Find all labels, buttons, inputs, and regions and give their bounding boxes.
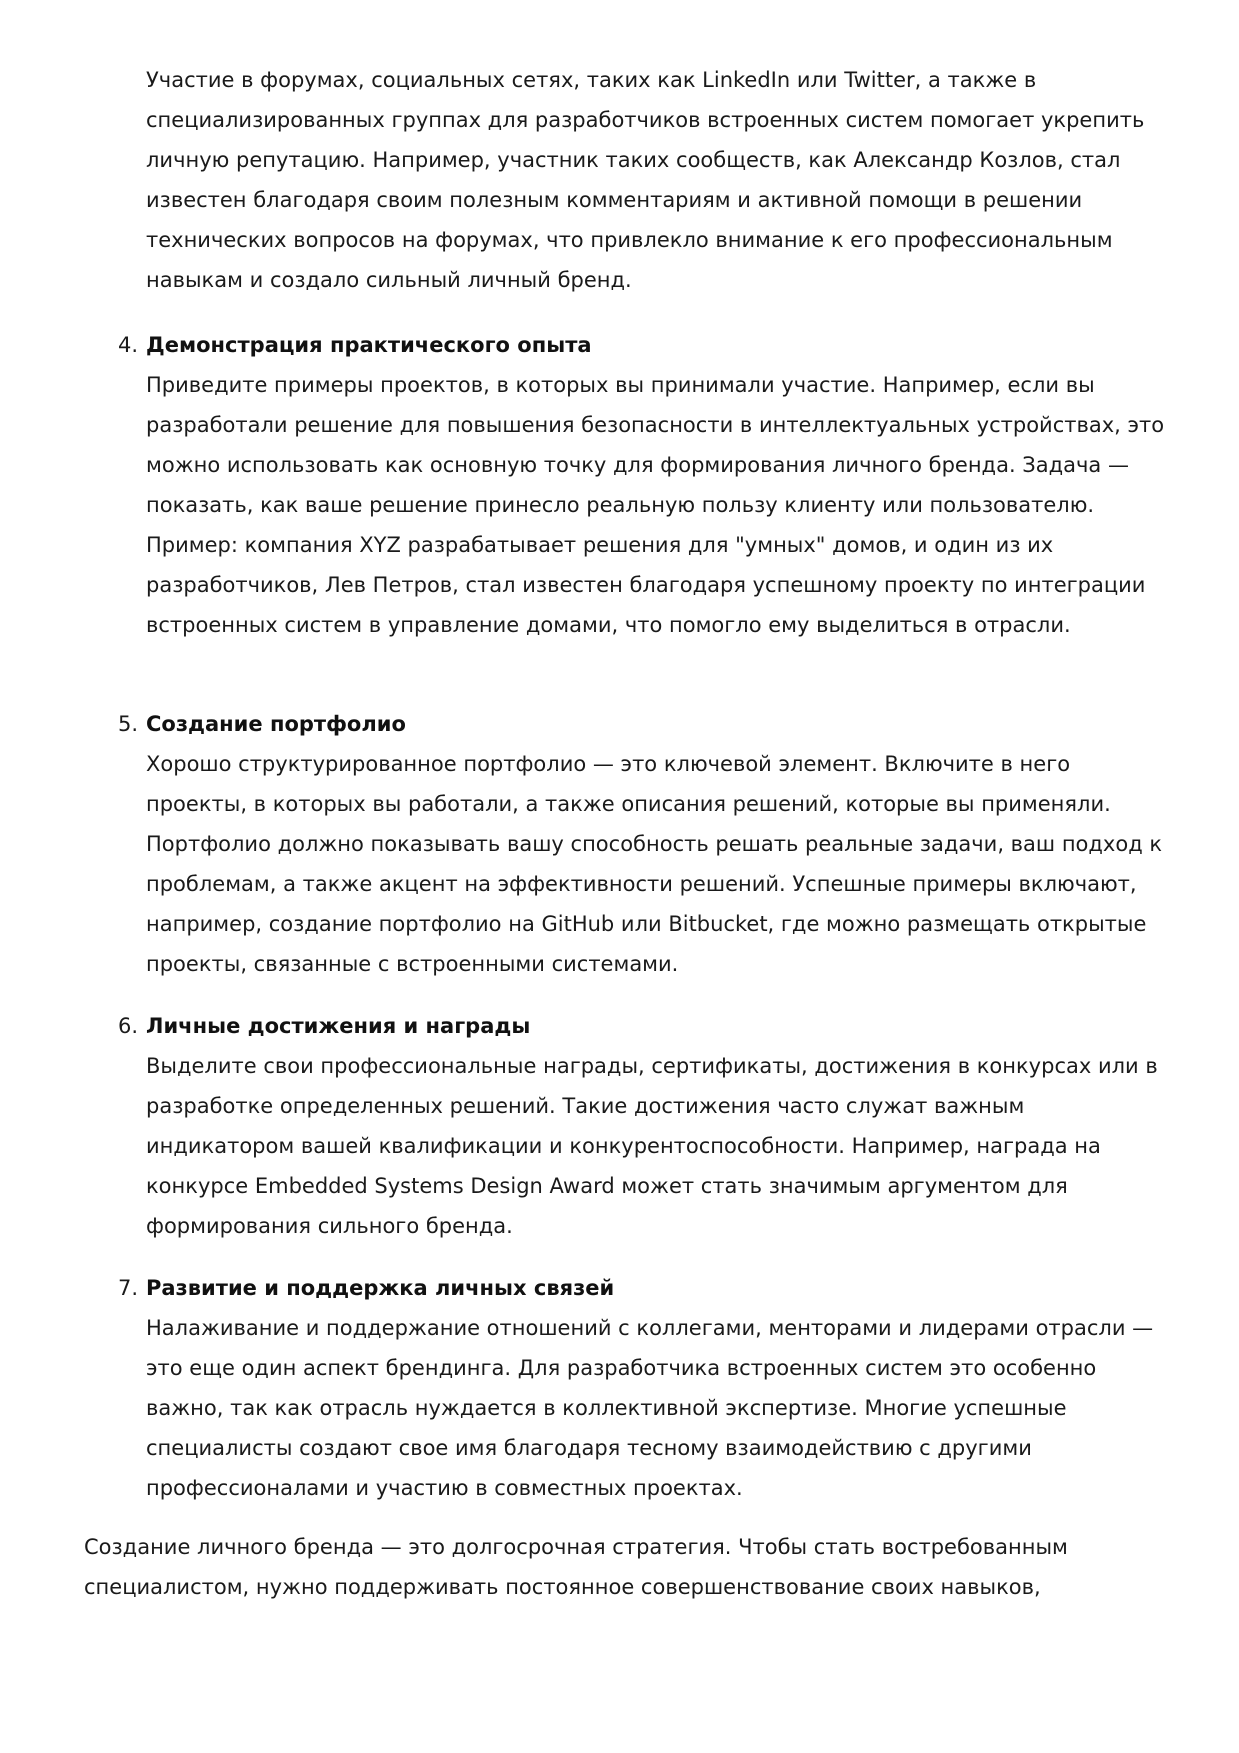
continuation-paragraph: Участие в форумах, социальных сетях, таких как LinkedIn или Twitter, а также в специализированных группах для разработчиков встроенных систем помогает укрепить личную репутацию. Например, участник таких сообществ, как Александр Козлов, стал известен благодаря своим полезным комментариям и активной помощи в решении технических вопросов на форумах, что привлекло внимание к его профессиональным навыкам и создало сильный личный бренд.	[146, 68, 1145, 292]
item-heading-text: Демонстрация практического опыта	[146, 333, 592, 357]
item-body: Налаживание и поддержание отношений с коллегами, менторами и лидерами отрасли — это еще один аспект брендинга. Для разработчика встроенных систем это особенно важно, так как отрасль нуждается в коллективной экспертизе. Многие успешные специалисты создают свое имя благодаря тесному взаимодействию с другими профессионалами и участию в совместных проектах.	[146, 1316, 1154, 1500]
closing-paragraph: Создание личного бренда — это долгосрочная стратегия. Чтобы стать востребованным специалистом, нужно поддерживать постоянное совершенствование своих навыков,	[84, 1535, 1068, 1599]
item-heading	[118, 1268, 1166, 1308]
list-item-7	[118, 1268, 1166, 1508]
item-number: 5.	[118, 712, 139, 736]
item-heading-text: Создание портфолио	[146, 712, 406, 736]
item-body: Хорошо структурированное портфолио — это ключевой элемент. Включите в него проекты, в которых вы работали, а также описания решений, которые вы применяли. Портфолио должно показывать вашу способность решать реальные задачи, ваш подход к проблемам, а также акцент на эффективности решений. Успешные примеры включают, например, создание портфолио на GitHub или Bitbucket, где можно размещать открытые проекты, связанные с встроенными системами.	[146, 752, 1163, 976]
item-number: 4.	[118, 333, 139, 357]
item-heading-text: Личные достижения и награды	[146, 1014, 531, 1038]
item-body: Выделите свои профессиональные награды, сертификаты, достижения в конкурсах или в разработке определенных решений. Такие достижения часто служат важным индикатором вашей квалификации и конкурентоспособности. Например, награда на конкурсе Embedded Systems Design Award может стать значимым аргументом для формирования сильного бренда.	[146, 1054, 1158, 1238]
item-heading-text: Развитие и поддержка личных связей	[146, 1276, 615, 1300]
list-item-6	[118, 1006, 1166, 1246]
item-heading	[118, 704, 1166, 744]
list-item-5	[118, 704, 1166, 984]
item-number: 6.	[118, 1014, 139, 1038]
item-heading	[118, 1006, 1166, 1046]
item-body: Приведите примеры проектов, в которых вы принимали участие. Например, если вы разработали решение для повышения безопасности в интеллектуальных устройствах, это можно использовать как основную точку для формирования личного бренда. Задача — показать, как ваше решение принесло реальную пользу клиенту или пользователю. Пример: компания XYZ разрабатывает решения для "умных" домов, и один из их разработчиков, Лев Петров, стал известен благодаря успешному проекту по интеграции встроенных систем в управление домами, что помогло ему выделиться в отрасли.	[146, 373, 1165, 637]
item-heading	[118, 325, 1166, 365]
item-number: 7.	[118, 1276, 139, 1300]
list-item-4	[118, 325, 1166, 645]
